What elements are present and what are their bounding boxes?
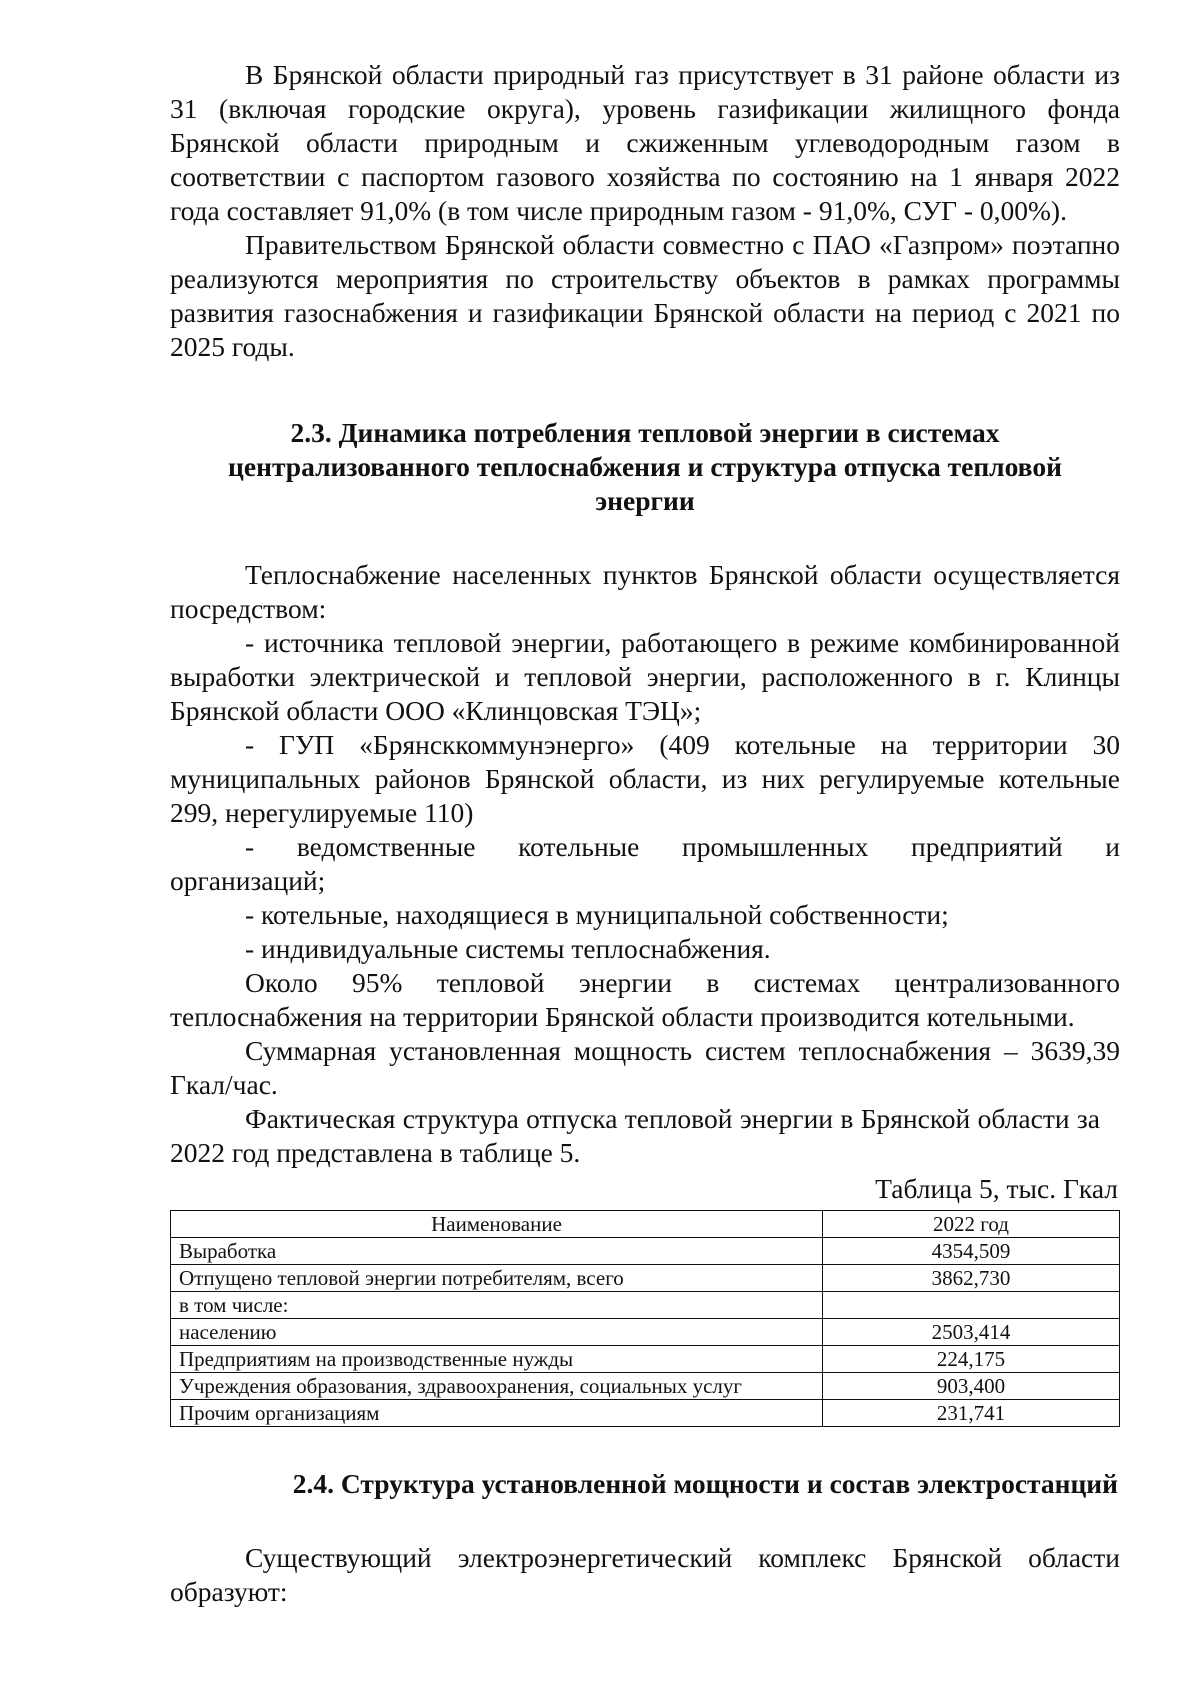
paragraph-table-reference: Фактическая структура отпуска тепловой энергии в Брянской области за 2022 год представлена в таблице 5. — [170, 1103, 1100, 1168]
table-header-name: Наименование — [171, 1211, 823, 1238]
table-cell-value: 903,400 — [823, 1373, 1120, 1400]
list-item-departmental-boilers: - ведомственные котельные промышленных предприятий и — [245, 831, 1120, 862]
table-cell-value: 224,175 — [823, 1346, 1120, 1373]
table-header-row — [171, 1211, 1120, 1238]
table-cell-name: населению — [171, 1319, 823, 1346]
table-cell-name: Учреждения образования, здравоохранения, социальных услуг — [171, 1373, 823, 1400]
heat-supply-intro: Теплоснабжение населенных пунктов Брянской области осуществляется посредством: — [170, 559, 1120, 624]
paragraph-power-complex: Существующий электроэнергетический комплекс Брянской области образуют: — [170, 1542, 1120, 1607]
list-item-individual-systems: - индивидуальные системы теплоснабжения. — [245, 933, 771, 964]
table-cell-name: Выработка — [171, 1238, 823, 1265]
table-header-year: 2022 год — [823, 1211, 1120, 1238]
section-2-4-title: 2.4. Структура установленной мощности и состав электростанций — [292, 1468, 1118, 1499]
intro-paragraph-gazprom: Правительством Брянской области совместно с ПАО «Газпром» поэтапно реализуются мероприятия по строительству объектов в рамках программы развития газоснабжения и газификации Брянской области на период с 2021 по 2025 годы. — [170, 229, 1120, 362]
table-5-caption: Таблица 5, тыс. Гкал — [875, 1173, 1118, 1204]
section-2-3-title: 2.3. Динамика потребления тепловой энергии в системах централизованного теплоснабжения и структура отпуска тепловой энергии — [228, 417, 1062, 516]
list-item-municipal-boilers: - котельные, находящиеся в муниципальной собственности; — [245, 899, 949, 930]
table-cell-value: 4354,509 — [823, 1238, 1120, 1265]
table-row — [171, 1238, 1120, 1265]
table-cell-name: Прочим организациям — [171, 1400, 823, 1427]
table-row — [171, 1265, 1120, 1292]
list-item-departmental-boilers-cont: организаций; — [170, 865, 326, 896]
paragraph-installed-capacity: Суммарная установленная мощность систем теплоснабжения – 3639,39 Гкал/час. — [170, 1035, 1120, 1100]
document-page — [170, 58, 1120, 1609]
table-row — [171, 1373, 1120, 1400]
table-cell-name: Отпущено тепловой энергии потребителям, всего — [171, 1265, 823, 1292]
table-cell-name: Предприятиям на производственные нужды — [171, 1346, 823, 1373]
list-item-bryanskkommunenergo: - ГУП «Брянсккоммунэнерго» (409 котельные на территории 30 муниципальных районов Брянской области, из них регулируемые котельные 299, нерегулируемые 110) — [170, 729, 1120, 828]
intro-paragraph-gas: В Брянской области природный газ присутствует в 31 районе области из 31 (включая городские округа), уровень газификации жилищного фонда Брянской области природным и сжиженным углеводородным газом в соответствии с паспортом газового хозяйства по состоянию на 1 января 2022 года составляет 91,0% (в том числе природным газом - 91,0%, СУГ - 0,00%). — [170, 59, 1120, 226]
table-cell-value: 231,741 — [823, 1400, 1120, 1427]
table-cell-value: 3862,730 — [823, 1265, 1120, 1292]
table-cell-value: 2503,414 — [823, 1319, 1120, 1346]
paragraph-95-percent: Около 95% тепловой энергии в системах централизованного теплоснабжения на территории Брянской области производится котельными. — [170, 967, 1120, 1032]
table-row — [171, 1346, 1120, 1373]
table-cell-name: в том числе: — [171, 1292, 823, 1319]
list-item-klintsy-chp: - источника тепловой энергии, работающего в режиме комбинированной выработки электрической и тепловой энергии, расположенного в г. Клинцы Брянской области ООО «Клинцовская ТЭЦ»; — [170, 627, 1120, 726]
table-5 — [170, 1210, 1120, 1427]
table-row — [171, 1400, 1120, 1427]
table-row — [171, 1319, 1120, 1346]
table-cell-value — [823, 1292, 1120, 1319]
table-row — [171, 1292, 1120, 1319]
